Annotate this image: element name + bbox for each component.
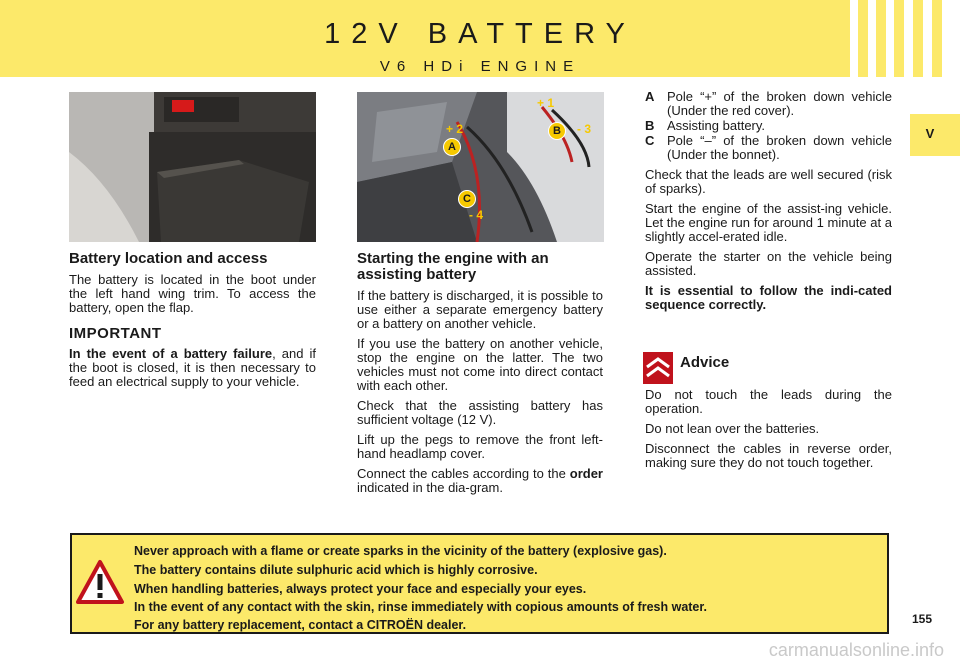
watermark: carmanualsonline.info (768, 640, 944, 660)
citroen-chevron-icon (643, 352, 673, 384)
right-column (645, 90, 892, 318)
chapter-tab (910, 114, 960, 156)
right-paragraph-1: Check that the leads are well secured (risk of sparks). (645, 167, 892, 196)
important-rest: , and if the boot is closed, it is then necessary to feed an electrical supply to your vehicle. (69, 346, 317, 389)
engine-bay-diagram (357, 92, 604, 242)
pole-definitions (645, 90, 892, 162)
label-plus-2: + 2 (446, 122, 464, 136)
page-subtitle: V6 HDi ENGINE (379, 58, 581, 75)
definition-c: C Pole “–” of the broken down vehicle (Under the bonnet). (645, 133, 892, 162)
warning-box (70, 533, 889, 634)
badge-b: B (548, 122, 566, 140)
battery-location-text: The battery is located in the boot under the left hand wing trim. To access the battery, open the flap. (69, 272, 316, 315)
advice-paragraph-1: Do not touch the leads during the operation. (645, 387, 892, 416)
header-band (0, 0, 960, 77)
warning-line-4: In the event of any contact with the skin, rinse immediately with copious amounts of fresh water. (134, 600, 708, 614)
badge-a: A (443, 138, 461, 156)
order-bold: order (569, 466, 603, 481)
warning-line-3: When handling batteries, always protect your face and especially your eyes. (134, 582, 587, 596)
label-minus-4: - 4 (469, 208, 484, 222)
advice-column (645, 388, 892, 476)
starting-engine-heading: Starting the engine with an assisting battery (357, 250, 549, 283)
middle-paragraph-5: Connect the cables according to the order indicated in the dia-gram. (357, 466, 603, 495)
boot-battery-photo (69, 92, 316, 242)
middle-column (357, 251, 603, 501)
middle-paragraph-4: Lift up the pegs to remove the front left-hand headlamp cover. (357, 432, 603, 461)
page-title: 12V BATTERY (324, 18, 636, 50)
badge-c: C (458, 190, 476, 208)
middle-paragraph-1: If the battery is discharged, it is possible to use either a separate emergency battery or a battery on another vehicle. (357, 288, 603, 331)
important-bold: In the event of a battery failure (69, 346, 273, 361)
warning-line-2: The battery contains dilute sulphuric acid which is highly corrosive. (134, 563, 538, 577)
important-text (69, 347, 316, 389)
right-paragraph-2: Start the engine of the assist-ing vehicle. Let the engine run for around 1 minute at a slightly accel-erated idle. (645, 201, 892, 244)
battery-location-heading: Battery location and access (69, 250, 268, 267)
important-heading: IMPORTANT (69, 325, 162, 342)
left-column (69, 251, 316, 395)
advice-paragraph-3: Disconnect the cables in reverse order, making sure they do not touch together. (645, 441, 892, 470)
warning-triangle-icon (75, 559, 125, 605)
middle-paragraph-2: If you use the battery on another vehicle, stop the engine on the latter. The two vehicles must not come into direct contact with each other. (357, 336, 603, 393)
definition-a: A Pole “+” of the broken down vehicle (Under the red cover). (645, 89, 892, 118)
middle-paragraph-3: Check that the assisting battery has sufficient voltage (12 V). (357, 398, 603, 427)
definition-b: B Assisting battery. (645, 118, 766, 133)
label-plus-1: + 1 (537, 96, 555, 110)
warning-line-1: Never approach with a flame or create sparks in the vicinity of the battery (explosive gas). (134, 544, 667, 558)
advice-paragraph-2: Do not lean over the batteries. (645, 421, 820, 436)
chapter-tab-label: V (925, 126, 935, 141)
advice-heading: Advice (680, 354, 730, 371)
right-paragraph-4: It is essential to follow the indi-cated sequence correctly. (645, 283, 892, 312)
label-minus-3: - 3 (577, 122, 592, 136)
warning-line-5: For any battery replacement, contact a CITROËN dealer. (134, 618, 467, 632)
page-number: 155 (912, 612, 933, 626)
right-paragraph-3: Operate the starter on the vehicle being assisted. (645, 249, 892, 278)
